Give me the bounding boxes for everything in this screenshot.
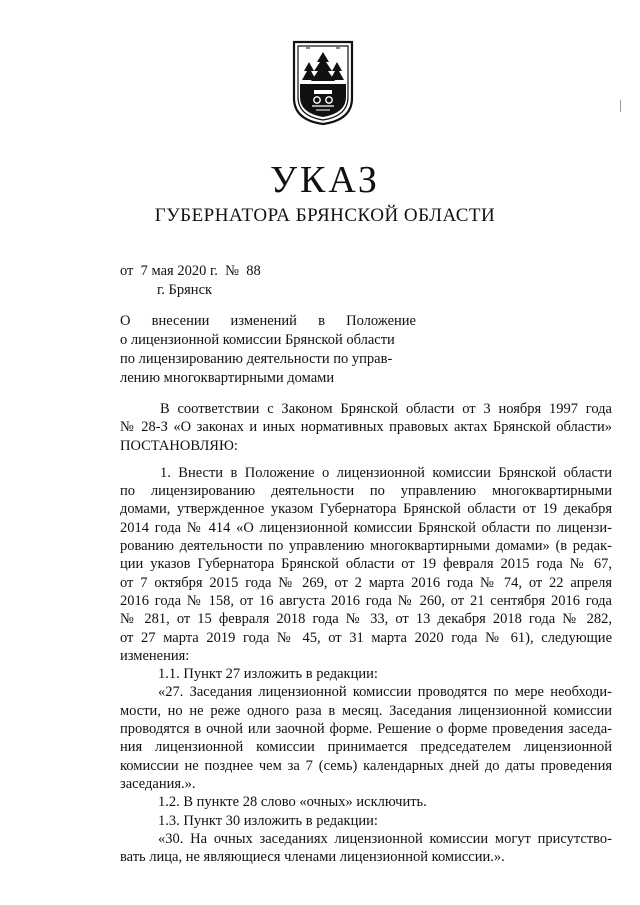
item-1-1-line: ния лицензионной комиссии принимается председателем лицензионной xyxy=(120,739,612,756)
decree-subject xyxy=(120,312,416,388)
item-1-3-line: вать лица, не являющиеся членами лицензионной комиссии.». xyxy=(120,849,505,866)
preamble-line: ПОСТАНОВЛЯЮ: xyxy=(120,437,238,454)
item-1-line: 2016 года № 158, от 16 августа 2016 года № 260, от 21 сентября 2016 года xyxy=(120,592,612,609)
decree-city: г. Брянск xyxy=(157,282,213,298)
subject-line: по лицензированию деятельности по управ- xyxy=(120,351,393,367)
preamble-line: № 28-З «О законах и иных нормативных правовых актах Брянской области» xyxy=(120,419,612,436)
item-1-line: ции указов Губернатора Брянской области от 19 февраля 2015 года № 67, xyxy=(120,556,612,573)
item-1-line: 1. Внести в Положение о лицензионной комиссии Брянской области xyxy=(160,464,612,481)
item-1-line: по лицензированию деятельности по управлению многоквартирными xyxy=(120,483,612,500)
bryansk-coat-of-arms-emblem xyxy=(292,40,354,126)
decree-body xyxy=(120,400,612,866)
coat-of-arms-icon xyxy=(292,40,354,126)
subject-line: О внесении изменений в Положение xyxy=(120,313,416,329)
item-1-line: от 27 марта 2019 года № 45, от 31 марта 2020 года № 61), следующие xyxy=(120,629,612,646)
item-1-line: № 281, от 15 февраля 2018 года № 33, от 13 декабря 2018 года № 282, xyxy=(120,611,612,628)
item-1-1-line: проводятся в очной или заочной форме. Решение о форме проведения заседа- xyxy=(120,721,612,738)
item-1-1-line: «27. Заседания лицензионной комиссии проводятся по мере необходи- xyxy=(158,684,612,701)
item-1-paragraph xyxy=(120,464,612,665)
item-1-line: 2014 года № 414 «О лицензионной комиссии Брянской области по лицензи- xyxy=(120,519,612,536)
item-1-1-text xyxy=(120,683,612,793)
item-1-line: домами, утвержденное указом Губернатора Брянской области от 19 декабря xyxy=(120,501,612,518)
item-1-line: рованию деятельности по управлению многоквартирными домами» (в редак- xyxy=(120,538,612,555)
item-1-1-heading: 1.1. Пункт 27 изложить в редакции: xyxy=(158,666,378,683)
document-type-heading: УКАЗ xyxy=(270,159,380,201)
item-1-1-line: комиссии не позднее чем за 7 (семь) календарных дней до даты проведения xyxy=(120,757,612,774)
decree-date-number: от 7 мая 2020 г. № 88 xyxy=(120,263,261,279)
scan-artifact xyxy=(620,100,621,112)
subject-line: о лицензионной комиссии Брянской области xyxy=(120,332,395,348)
item-1-2-text: 1.2. В пункте 28 слово «очных» исключить. xyxy=(158,794,427,811)
item-1-1-line: заседания.». xyxy=(120,775,196,792)
item-1-3-heading: 1.3. Пункт 30 изложить в редакции: xyxy=(158,812,378,829)
item-1-1-line: мости, но не реже одного раза в месяц. Заседания лицензионной комиссии xyxy=(120,702,612,719)
subject-line: лению многоквартирными домами xyxy=(120,370,335,386)
item-1-line: от 7 октября 2015 года № 269, от 2 марта 2016 года № 74, от 22 апреля xyxy=(120,574,612,591)
preamble-paragraph xyxy=(120,400,612,455)
item-1-line: изменения: xyxy=(120,647,190,664)
item-1-3-text xyxy=(120,830,612,867)
item-1-3-line: «30. На очных заседаниях лицензионной комиссии могут присутство- xyxy=(158,830,612,847)
preamble-line: В соответствии с Законом Брянской области от 3 ноября 1997 года xyxy=(160,401,612,417)
issuer-heading: ГУБЕРНАТОРА БРЯНСКОЙ ОБЛАСТИ xyxy=(154,205,496,226)
